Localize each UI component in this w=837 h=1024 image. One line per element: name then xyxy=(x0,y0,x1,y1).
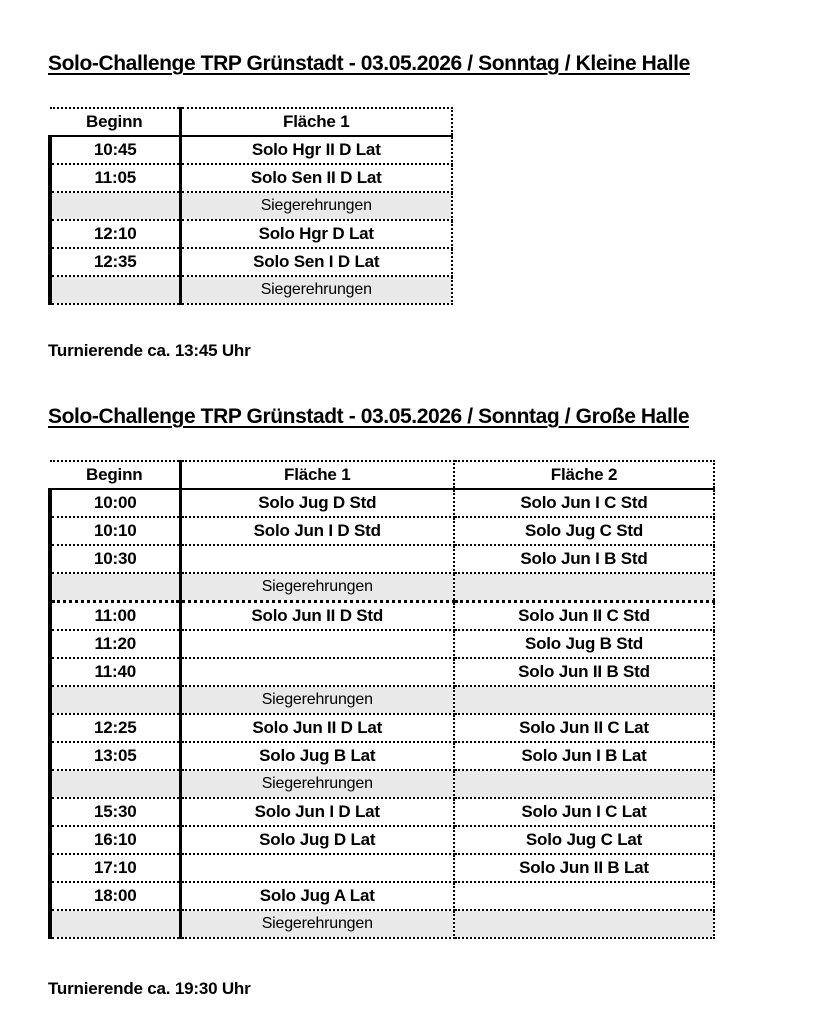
event-cell: Solo Sen II D Lat xyxy=(180,164,452,192)
schedule-row xyxy=(50,742,714,770)
event-cell: Solo Hgr D Lat xyxy=(180,220,452,248)
event-cell xyxy=(454,910,714,938)
event-cell: Solo Jug A Lat xyxy=(180,882,454,910)
event-cell: Solo Jug D Lat xyxy=(180,826,454,854)
schedule-row xyxy=(50,714,714,742)
time-cell: 13:05 xyxy=(50,742,180,770)
time-cell: 10:45 xyxy=(50,136,180,164)
time-cell xyxy=(50,573,180,602)
schedule-table-grosse-halle xyxy=(48,460,715,939)
ceremony-cell: Siegerehrungen xyxy=(180,770,454,798)
ceremony-cell: Siegerehrungen xyxy=(180,573,454,602)
schedule-table-kleine-halle xyxy=(48,107,453,305)
time-cell: 17:10 xyxy=(50,854,180,882)
time-cell xyxy=(50,770,180,798)
section-grosse-halle xyxy=(48,405,789,999)
schedule-row xyxy=(50,545,714,573)
event-cell: Solo Jun I C Std xyxy=(454,489,714,517)
event-cell: Solo Jug C Std xyxy=(454,517,714,545)
event-cell: Solo Jug D Std xyxy=(180,489,454,517)
event-cell: Solo Jun II B Std xyxy=(454,658,714,686)
event-cell xyxy=(454,770,714,798)
ceremony-row xyxy=(50,770,714,798)
time-cell xyxy=(50,276,180,304)
schedule-row xyxy=(50,826,714,854)
event-cell: Solo Jug B Std xyxy=(454,630,714,658)
time-cell: 15:30 xyxy=(50,798,180,826)
ceremony-row xyxy=(50,192,452,220)
schedule-row xyxy=(50,854,714,882)
section-kleine-halle xyxy=(48,52,789,361)
tournament-end-note-grosse-halle: Turnierende ca. 19:30 Uhr xyxy=(48,979,251,998)
schedule-row xyxy=(50,220,452,248)
schedule-row xyxy=(50,882,714,910)
ceremony-row xyxy=(50,686,714,714)
time-cell: 10:00 xyxy=(50,489,180,517)
schedule-row xyxy=(50,164,452,192)
time-cell: 11:20 xyxy=(50,630,180,658)
ceremony-row xyxy=(50,573,714,602)
event-cell: Solo Jun II C Std xyxy=(454,602,714,631)
ceremony-cell: Siegerehrungen xyxy=(180,910,454,938)
schedule-row xyxy=(50,602,714,631)
header-cell-flaeche-1: Fläche 1 xyxy=(180,461,454,489)
event-cell: Solo Jun I D Std xyxy=(180,517,454,545)
time-cell: 12:35 xyxy=(50,248,180,276)
time-cell: 12:10 xyxy=(50,220,180,248)
header-cell-beginn: Beginn xyxy=(50,461,180,489)
ceremony-cell: Siegerehrungen xyxy=(180,276,452,304)
schedule-row xyxy=(50,136,452,164)
event-cell: Solo Jun II D Std xyxy=(180,602,454,631)
event-cell xyxy=(180,658,454,686)
header-cell-flaeche-2: Fläche 2 xyxy=(454,461,714,489)
event-cell: Solo Sen I D Lat xyxy=(180,248,452,276)
event-cell xyxy=(180,545,454,573)
ceremony-row xyxy=(50,276,452,304)
header-cell-flaeche-1: Fläche 1 xyxy=(180,108,452,136)
event-cell: Solo Jun I B Lat xyxy=(454,742,714,770)
event-cell xyxy=(454,573,714,602)
header-row xyxy=(50,108,452,136)
ceremony-cell: Siegerehrungen xyxy=(180,686,454,714)
page-title-kleine-halle: Solo-Challenge TRP Grünstadt - 03.05.2026 / Sonntag / Kleine Halle xyxy=(48,52,690,75)
time-cell: 11:40 xyxy=(50,658,180,686)
event-cell: Solo Jun II D Lat xyxy=(180,714,454,742)
time-cell xyxy=(50,192,180,220)
event-cell: Solo Jun II C Lat xyxy=(454,714,714,742)
event-cell: Solo Hgr II D Lat xyxy=(180,136,452,164)
event-cell: Solo Jun I B Std xyxy=(454,545,714,573)
event-cell: Solo Jug B Lat xyxy=(180,742,454,770)
event-cell xyxy=(180,854,454,882)
time-cell: 11:00 xyxy=(50,602,180,631)
schedule-row xyxy=(50,489,714,517)
schedule-row xyxy=(50,517,714,545)
time-cell: 10:10 xyxy=(50,517,180,545)
tournament-end-note-kleine-halle: Turnierende ca. 13:45 Uhr xyxy=(48,341,251,360)
schedule-row xyxy=(50,798,714,826)
page-title-grosse-halle: Solo-Challenge TRP Grünstadt - 03.05.2026 / Sonntag / Große Halle xyxy=(48,405,690,428)
time-cell: 16:10 xyxy=(50,826,180,854)
schedule-row xyxy=(50,658,714,686)
time-cell: 11:05 xyxy=(50,164,180,192)
event-cell: Solo Jun I C Lat xyxy=(454,798,714,826)
schedule-row xyxy=(50,630,714,658)
time-cell: 18:00 xyxy=(50,882,180,910)
time-cell xyxy=(50,910,180,938)
header-row xyxy=(50,461,714,489)
event-cell xyxy=(454,686,714,714)
event-cell: Solo Jug C Lat xyxy=(454,826,714,854)
schedule-row xyxy=(50,248,452,276)
event-cell xyxy=(454,882,714,910)
ceremony-row xyxy=(50,910,714,938)
event-cell xyxy=(180,630,454,658)
time-cell xyxy=(50,686,180,714)
time-cell: 12:25 xyxy=(50,714,180,742)
ceremony-cell: Siegerehrungen xyxy=(180,192,452,220)
header-cell-beginn: Beginn xyxy=(50,108,180,136)
event-cell: Solo Jun I D Lat xyxy=(180,798,454,826)
event-cell: Solo Jun II B Lat xyxy=(454,854,714,882)
time-cell: 10:30 xyxy=(50,545,180,573)
